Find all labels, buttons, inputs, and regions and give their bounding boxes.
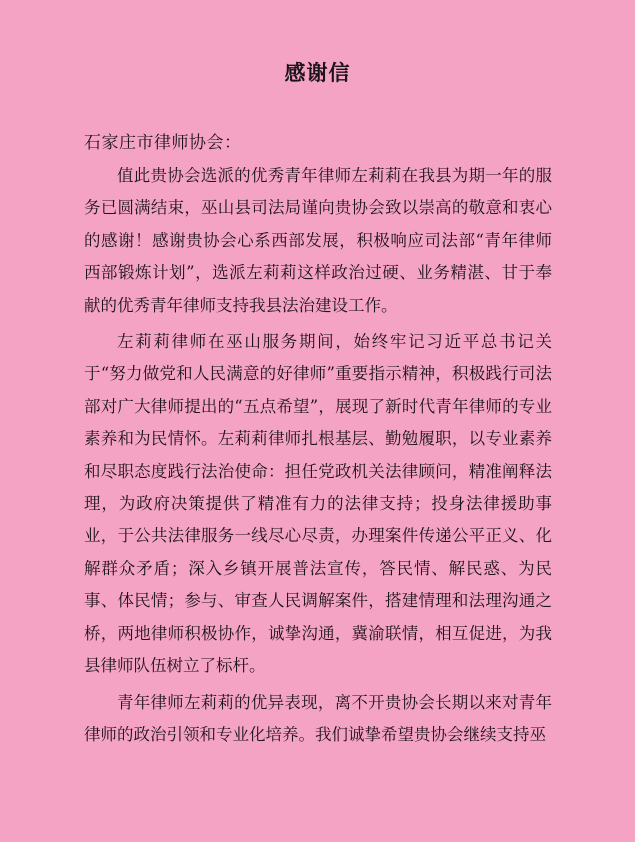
paragraph: 值此贵协会选派的优秀青年律师左莉莉在我县为期一年的服务已圆满结束，巫山县司法局谨向贵协会致以崇高的敬意和衷心的感谢！感谢贵协会心系西部发展，积极响应司法部“青年律师西部锻炼计划”，选派左莉莉这样政治过硬、业务精湛、甘于奉献的优秀青年律师支持我县法治建设工作。: [84, 166, 552, 315]
paragraph: 青年律师左莉莉的优异表现，离不开贵协会长期以来对青年律师的政治引领和专业化培养。我们诚挚希望贵协会继续支持巫: [84, 692, 552, 744]
letter-body: [84, 160, 552, 755]
letter-title: 感谢信: [284, 61, 351, 85]
letter-salutation: 石家庄市律师协会：: [84, 133, 242, 153]
paragraph: 左莉莉律师在巫山服务期间，始终牢记习近平总书记关于“努力做党和人民满意的好律师”重要指示精神，积极践行司法部对广大律师提出的“五点希望”，展现了新时代青年律师的专业素养和为民情怀。左莉莉律师扎根基层、勤勉履职，以专业素养和尽职态度践行法治使命：担任党政机关法律顾问，精准阐释法理，为政府决策提供了精准有力的法律支持；投身法律援助事业，于公共法律服务一线尽心尽责，办理案件传递公平正义、化解群众矛盾；深入乡镇开展普法宣传，答民情、解民惑、为民事、体民情；参与、审查人民调解案件，搭建情理和法理沟通之桥，两地律师积极协作，诚挚沟通，冀渝联情，相互促进，为我县律师队伍树立了标杆。: [84, 332, 552, 676]
